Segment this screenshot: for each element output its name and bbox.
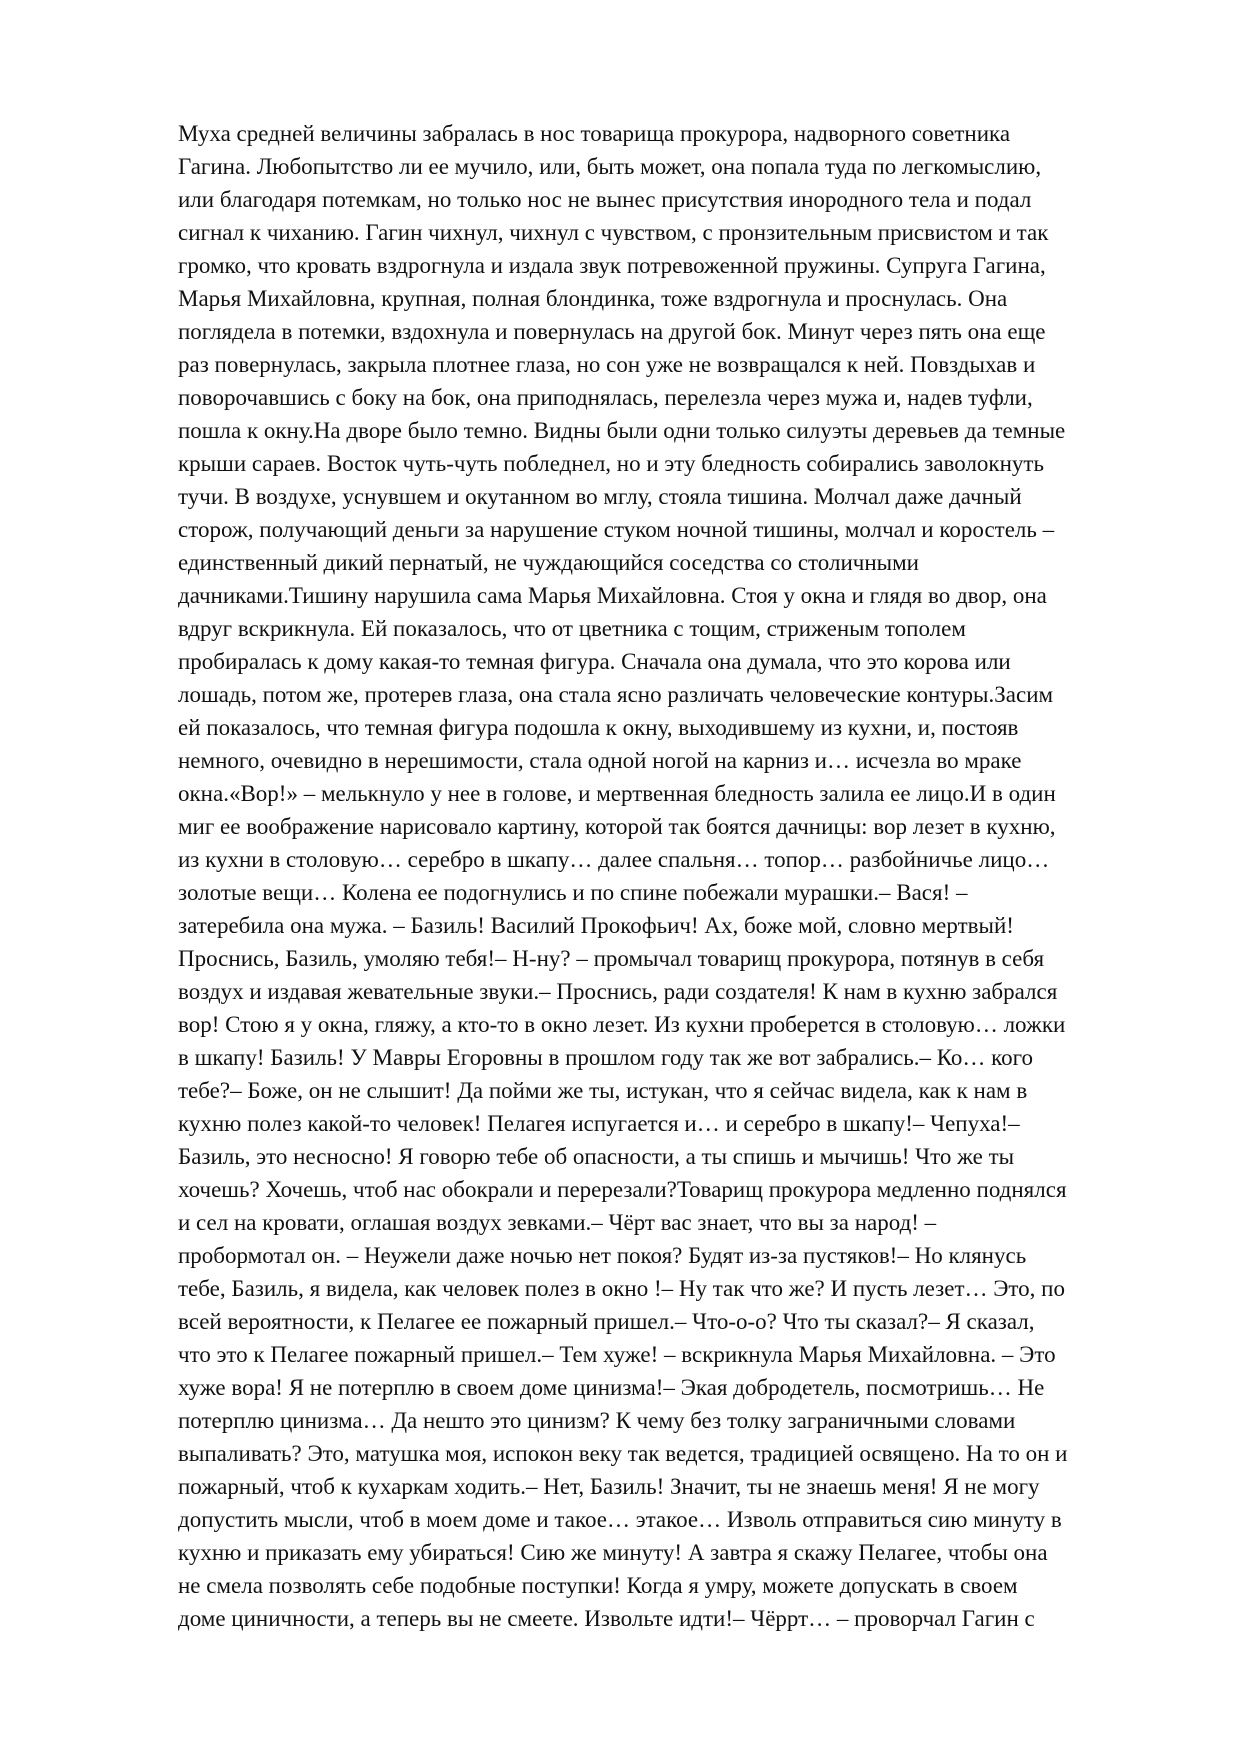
text-line: всей вероятности, к Пелагее ее пожарный пришел.– Что-о-о? Что ты сказал?– Я сказал, bbox=[178, 1309, 1035, 1334]
text-line: Муха средней величины забралась в нос товарища прокурора, надворного советника bbox=[178, 121, 1011, 146]
text-line: Марья Михайловна, крупная, полная блондинка, тоже вздрогнула и проснулась. Она bbox=[178, 286, 1008, 311]
text-line: громко, что кровать вздрогнула и издала звук потревоженной пружины. Супруга Гагина, bbox=[178, 253, 1046, 278]
text-line: Проснись, Базиль, умоляю тебя!– Н-ну? – промычал товарищ прокурора, потянув в себя bbox=[178, 946, 1045, 971]
text-line: что это к Пелагее пожарный пришел.– Тем хуже! – вскрикнула Марья Михайловна. – Это bbox=[178, 1342, 1056, 1367]
text-line: Базиль, это несносно! Я говорю тебе об опасности, а ты спишь и мычишь! Что же ты bbox=[178, 1144, 1015, 1169]
text-line: Гагина. Любопытство ли ее мучило, или, быть может, она попала туда по легкомыслию, bbox=[178, 154, 1042, 179]
text-line: сторож, получающий деньги за нарушение стуком ночной тишины, молчал и коростель – bbox=[178, 517, 1055, 542]
text-line: сигнал к чиханию. Гагин чихнул, чихнул с чувством, с пронзительным присвистом и так bbox=[178, 220, 1049, 245]
text-line: кухню и приказать ему убираться! Сию же минуту! А завтра я скажу Пелагее, чтобы она bbox=[178, 1540, 1048, 1565]
text-line: раз повернулась, закрыла плотнее глаза, но сон уже не возвращался к ней. Повздыхав и bbox=[178, 352, 1036, 377]
text-line: ей показалось, что темная фигура подошла к окну, выходившему из кухни, и, постояв bbox=[178, 715, 1019, 740]
text-line: воздух и издавая жевательные звуки.– Проснись, ради создателя! К нам в кухню забрался bbox=[178, 979, 1058, 1004]
text-line: пожарный, чтоб к кухаркам ходить.– Нет, Базиль! Значит, ты не знаешь меня! Я не могу bbox=[178, 1474, 1040, 1499]
text-line: немного, очевидно в нерешимости, стала одной ногой на карниз и… исчезла во мраке bbox=[178, 748, 1022, 773]
text-line: потерплю цинизма… Да нешто это цинизм? К чему без толку заграничными словами bbox=[178, 1408, 1016, 1433]
text-line: дачниками.Тишину нарушила сама Марья Михайловна. Стоя у окна и глядя во двор, она bbox=[178, 583, 1047, 608]
text-line: вор! Стою я у окна, гляжу, а кто-то в окно лезет. Из кухни проберется в столовую… ложки bbox=[178, 1012, 1066, 1037]
text-line: миг ее воображение нарисовало картину, которой так боятся дачницы: вор лезет в кухню, bbox=[178, 814, 1056, 839]
text-line: поворочавшись с боку на бок, она приподнялась, перелезла через мужа и, надев туфли, bbox=[178, 385, 1033, 410]
text-line: лошадь, потом же, протерев глаза, она стала ясно различать человеческие контуры.Засим bbox=[178, 682, 1054, 707]
text-line: допустить мысли, чтоб в моем доме и такое… этакое… Изволь отправиться сию минуту в bbox=[178, 1507, 1062, 1532]
text-line: золотые вещи… Колена ее подогнулись и по спине побежали мурашки.– Вася! – bbox=[178, 880, 968, 905]
text-line: доме циничности, а теперь вы не смеете. Извольте идти!– Чёррт… – проворчал Гагин с bbox=[178, 1606, 1035, 1631]
text-line: крыши сараев. Восток чуть-чуть побледнел, но и эту бледность собирались заволокнуть bbox=[178, 451, 1044, 476]
text-line: затеребила она мужа. – Базиль! Василий Прокофьич! Ах, боже мой, словно мертвый! bbox=[178, 913, 1014, 938]
text-line: кухню полез какой-то человек! Пелагея испугается и… и серебро в шкапу!– Чепуха!– bbox=[178, 1111, 1020, 1136]
text-line: пробормотал он. – Неужели даже ночью нет покоя? Будят из-за пустяков!– Но клянусь bbox=[178, 1243, 1027, 1268]
text-line: хочешь? Хочешь, чтоб нас обокрали и перерезали?Товарищ прокурора медленно поднялся bbox=[178, 1177, 1067, 1202]
text-line: хуже вора! Я не потерплю в своем доме цинизма!– Экая добродетель, посмотришь… Не bbox=[178, 1375, 1045, 1400]
text-line: тучи. В воздухе, уснувшем и окутанном во мглу, стояла тишина. Молчал даже дачный bbox=[178, 484, 1022, 509]
text-line: тебе?– Боже, он не слышит! Да пойми же ты, истукан, что я сейчас видела, как к нам в bbox=[178, 1078, 1028, 1103]
text-line: тебе, Базиль, я видела, как человек полез в окно !– Ну так что же? И пусть лезет… Это, по bbox=[178, 1276, 1065, 1301]
text-line: или благодаря потемкам, но только нос не вынес присутствия инородного тела и подал bbox=[178, 187, 1032, 212]
text-line: в шкапу! Базиль! У Мавры Егоровны в прошлом году так же вот забрались.– Ко… кого bbox=[178, 1045, 1034, 1070]
text-line: единственный дикий пернатый, не чуждающийся соседства со столичными bbox=[178, 550, 919, 575]
text-line: выпаливать? Это, матушка моя, испокон веку так ведется, традицией освящено. На то он и bbox=[178, 1441, 1068, 1466]
text-line: вдруг вскрикнула. Ей показалось, что от цветника с тощим, стриженым тополем bbox=[178, 616, 966, 641]
text-line: поглядела в потемки, вздохнула и повернулась на другой бок. Минут через пять она еще bbox=[178, 319, 1046, 344]
text-line: не смела позволять себе подобные поступки! Когда я умру, можете допускать в своем bbox=[178, 1573, 1018, 1598]
text-line: и сел на кровати, оглашая воздух зевками.– Чёрт вас знает, что вы за народ! – bbox=[178, 1210, 937, 1235]
body-text bbox=[178, 117, 1168, 1635]
text-line: пошла к окну.На дворе было темно. Видны были одни только силуэты деревьев да темные bbox=[178, 418, 1066, 443]
text-line: окна.«Вор!» – мелькнуло у нее в голове, и мертвенная бледность залила ее лицо.И в один bbox=[178, 781, 1056, 806]
text-line: пробиралась к дому какая-то темная фигура. Сначала она думала, что это корова или bbox=[178, 649, 1011, 674]
text-line: из кухни в столовую… серебро в шкапу… далее спальня… топор… разбойничье лицо… bbox=[178, 847, 1050, 872]
